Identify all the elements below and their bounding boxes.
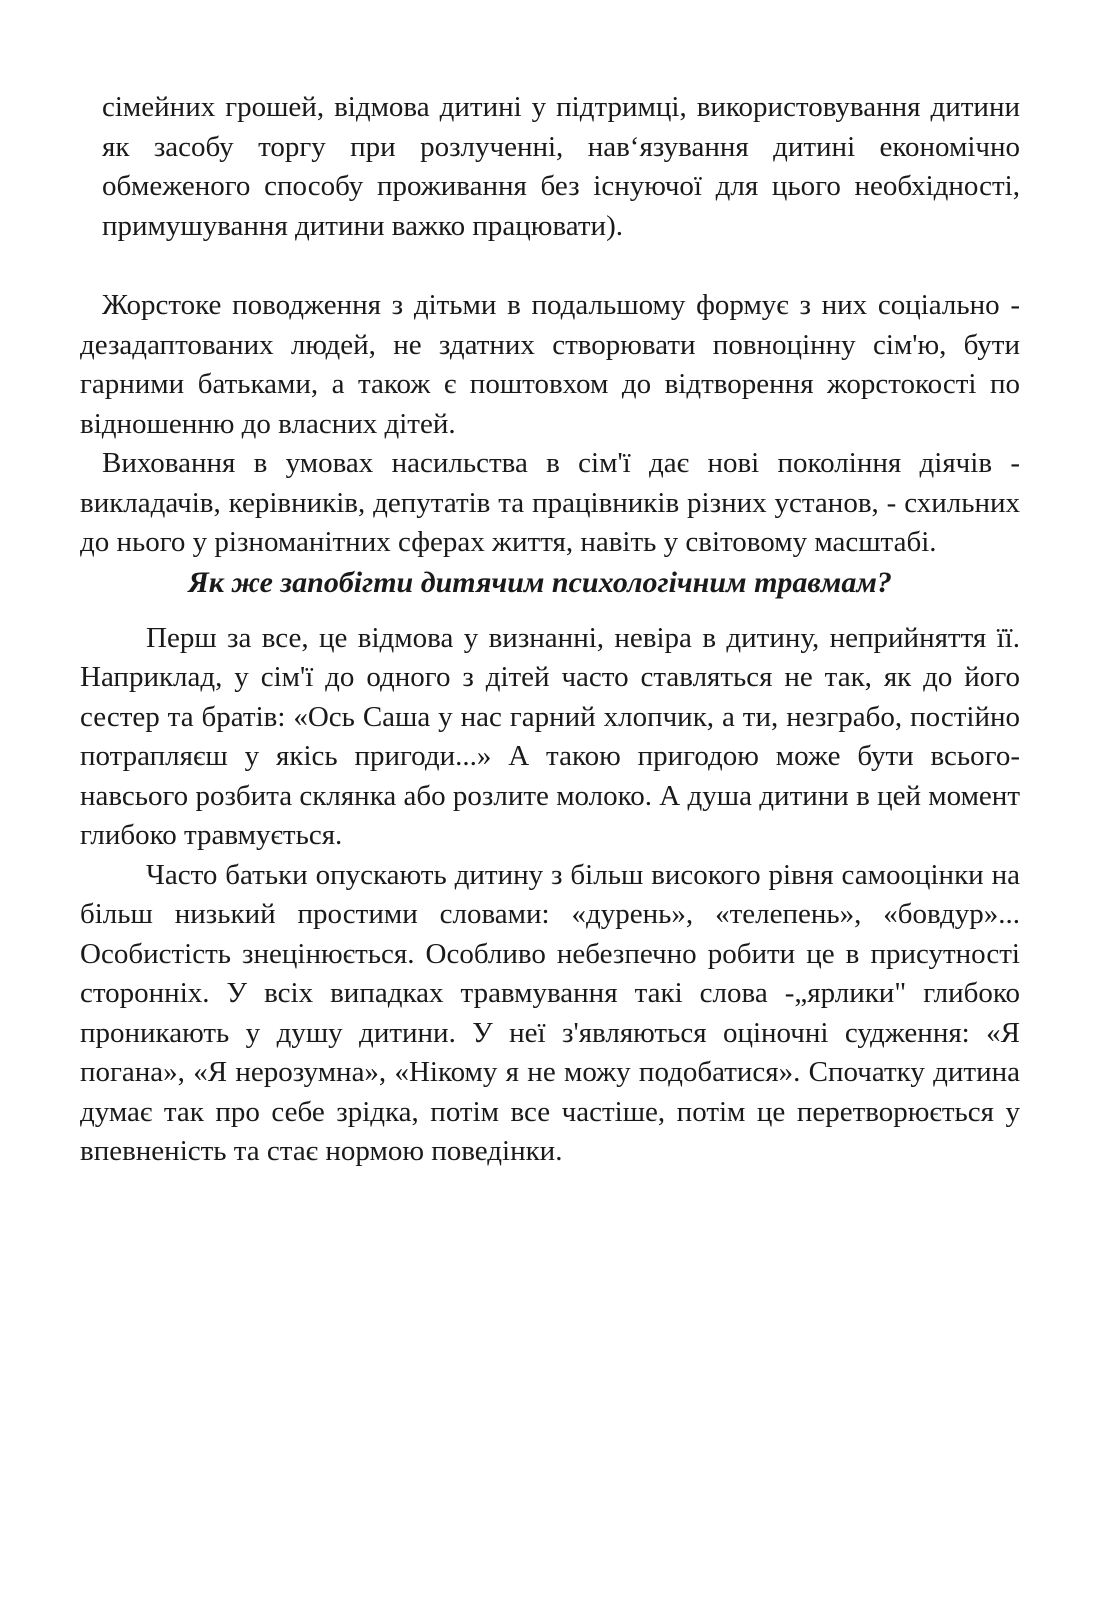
paragraph-cruel-treatment: Жорстоке поводження з дітьми в подальшому формує з них соціально - дезадаптованих людей, не здатних створювати повноцінну сім'ю, бути гарними батьками, а також є поштовхом до відтворення жорстокості по відношенню до власних дітей. (80, 289, 1020, 440)
section-heading: Як же запобігти дитячим психологічним травмам? (188, 565, 892, 599)
paragraph-labels: Часто батьки опускають дитину з більш високого рівня самооцінки на більш низький простими словами: «дурень», «телепень», «бовдур»... Особистість знецінюється. Особливо небезпечно робити це в присутності сторонніх. У всіх випадках травмування такі слова -„ярлики" глибоко проникають у душу дитини. У неї з'являються оціночні судження: «Я погана», «Я нерозумна», «Нікому я не можу подобатися». Спочатку дитина думає так про себе зрідка, потім все частіше, потім це перетворюється у впевненість та стає нормою поведінки. (80, 858, 1020, 1167)
list-continuation-paragraph: сімейних грошей, відмова дитині у підтримці, використовування дитини як засобу торгу при розлученні, нав‘язування дитині економічно обмеженого способу проживання без існуючої для цього необхідності, примушування дитини важко працювати). (102, 91, 1020, 242)
paragraph-upbringing-violence: Виховання в умовах насильства в сім'ї дає нові покоління діячів - викладачів, керівників, депутатів та працівників різних установ, - схильних до нього у різноманітних сферах життя, навіть у світовому масштабі. (80, 447, 1020, 558)
paragraph-rejection: Перш за все, це відмова у визнанні, невіра в дитину, неприйняття її. Наприклад, у сім'ї до одного з дітей часто ставляться не так, як до його сестер та братів: «Ось Саша у нас гарний хлопчик, а ти, незграбо, постійно потрапляєш у якісь пригоди...» А такою пригодою може бути всього-навсього розбита склянка або розлите молоко. А душа дитини в цей момент глибоко травмується. (80, 621, 1020, 851)
document-page (80, 88, 1020, 1172)
